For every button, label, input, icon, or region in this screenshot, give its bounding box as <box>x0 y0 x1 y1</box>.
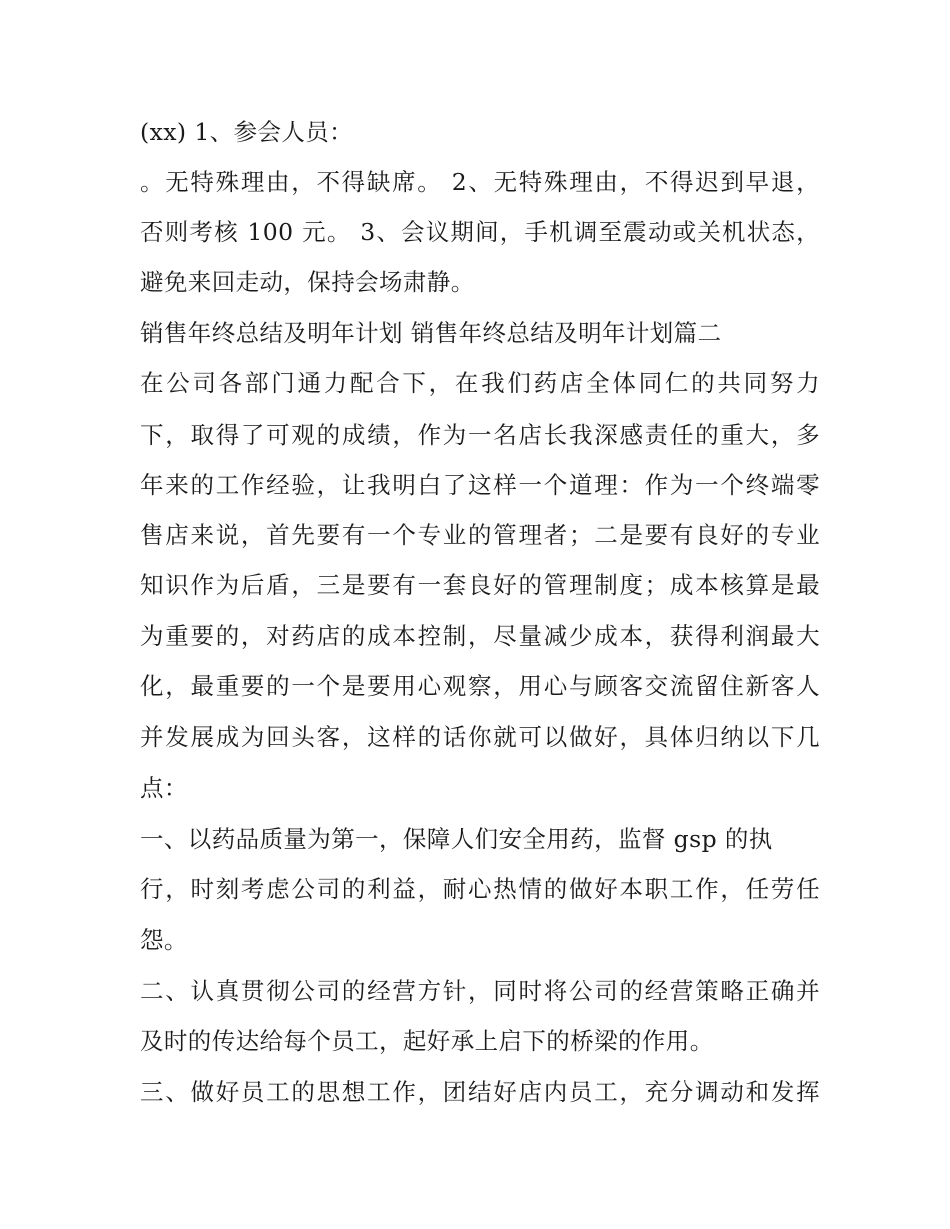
section-heading: 销售年终总结及明年计划 销售年终总结及明年计划篇二 <box>140 319 722 347</box>
text-line-1: (xx) 1、参会人员： <box>140 118 354 146</box>
text-line-11: 为重要的，对药店的成本控制，尽量减少成本，获得利润最大 <box>140 622 820 650</box>
list-item-2-line-1: 二、认真贯彻公司的经营方针，同时将公司的经营策略正确并 <box>140 977 820 1005</box>
list-item-1-line-3: 怨。 <box>140 926 188 954</box>
text-line-3: 否则考核 100 元。 3、会议期间，手机调至震动或关机状态， <box>140 218 820 246</box>
text-line-13: 并发展成为回头客，这样的话你就可以做好，具体归纳以下几 <box>140 723 820 751</box>
list-item-1-line-2: 行，时刻考虑公司的利益，耐心热情的做好本职工作，任劳任 <box>140 875 820 903</box>
text-line-12: 化，最重要的一个是要用心观察，用心与顾客交流留住新客人 <box>140 672 820 700</box>
text-line-8: 年来的工作经验，让我明白了这样一个道理：作为一个终端零 <box>140 471 820 499</box>
text-line-9: 售店来说，首先要有一个专业的管理者；二是要有良好的专业 <box>140 521 820 549</box>
list-item-1-line-1: 一、以药品质量为第一，保障人们安全用药，监督 gsp 的执 <box>140 825 773 853</box>
text-line-7: 下，取得了可观的成绩，作为一名店长我深感责任的重大，多 <box>140 421 820 449</box>
text-line-2: 。无特殊理由，不得缺席。 2、无特殊理由，不得迟到早退， <box>140 168 820 196</box>
text-line-4: 避免来回走动，保持会场肃静。 <box>140 268 475 296</box>
list-item-2-line-2: 及时的传达给每个员工，起好承上启下的桥梁的作用。 <box>140 1027 714 1055</box>
text-line-14: 点： <box>140 774 188 802</box>
list-item-3-line-1: 三、做好员工的思想工作，团结好店内员工，充分调动和发挥 <box>140 1078 820 1106</box>
text-line-10: 知识作为后盾，三是要有一套良好的管理制度；成本核算是最 <box>140 571 820 599</box>
text-line-6: 在公司各部门通力配合下，在我们药店全体同仁的共同努力 <box>140 369 820 397</box>
